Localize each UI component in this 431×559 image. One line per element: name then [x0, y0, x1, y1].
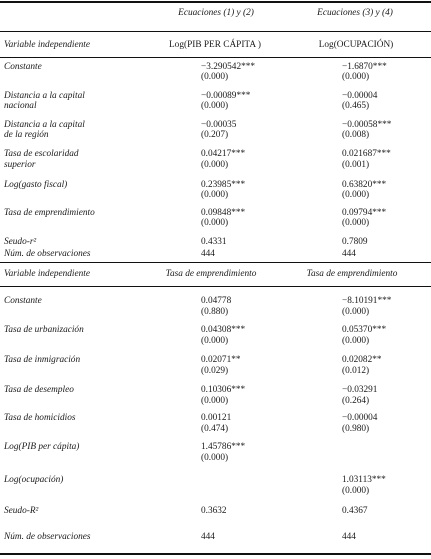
- p-value: (0.000): [201, 336, 229, 346]
- p-value: (0.000): [201, 101, 229, 111]
- coefficient-value: −0.00004: [342, 91, 378, 101]
- p-value: (0.000): [342, 336, 370, 346]
- coefficient-value: 0.04778: [201, 296, 232, 306]
- p-value: (0.029): [201, 366, 229, 376]
- p-value: (0.008): [342, 130, 370, 140]
- p-value: (0.000): [342, 72, 370, 82]
- col2-dependent-header: Tasa de emprendimiento: [306, 269, 398, 279]
- row-label: Tasa de urbanización: [4, 325, 84, 335]
- row-label: Tasa de escolaridad: [4, 149, 79, 159]
- coefficient-value: −0.00089***: [201, 91, 251, 101]
- observations-value: 444: [201, 532, 215, 542]
- pseudo-r2-value: 0.4331: [201, 237, 227, 247]
- p-value: (0.000): [342, 190, 370, 200]
- coefficient-value: 0.02071**: [201, 355, 241, 365]
- header-rule: [0, 31, 431, 32]
- coefficient-value: −8.10191***: [342, 296, 392, 306]
- coefficient-value: 0.04217***: [201, 149, 246, 159]
- subheader-rule: [0, 57, 431, 58]
- observations-value: 444: [342, 249, 356, 259]
- p-value: (0.264): [342, 396, 370, 406]
- p-value: (0.001): [342, 160, 370, 170]
- row-label-cont: superior: [4, 160, 36, 170]
- p-value: (0.000): [342, 307, 370, 317]
- section-divider: [0, 262, 431, 263]
- p-value: (0.000): [342, 486, 370, 496]
- coefficient-value: 0.021687***: [342, 149, 391, 159]
- pseudo-r2-label: Seudo-r²: [4, 237, 37, 247]
- coefficient-value: 1.45786***: [201, 442, 246, 452]
- row-label: Log(ocupación): [4, 475, 64, 485]
- coefficient-value: 0.04308***: [201, 325, 246, 335]
- table-bottom-rule: [0, 553, 431, 555]
- row-label: Constante: [4, 296, 42, 306]
- pseudo-r2-value: 0.4367: [342, 506, 368, 516]
- observations-label: Núm. de observaciones: [4, 249, 91, 259]
- coefficient-value: 0.63820***: [342, 180, 387, 190]
- col1-equations-header: Ecuaciones (1) y (2): [178, 8, 254, 18]
- coefficient-value: −0.00058***: [342, 120, 392, 130]
- row-label: Tasa de emprendimiento: [4, 208, 95, 218]
- coefficient-value: −1.6870***: [342, 62, 387, 72]
- row-label-cont: nacional: [4, 101, 37, 111]
- row-label: Tasa de homicidios: [4, 413, 76, 423]
- p-value: (0.474): [201, 424, 229, 434]
- p-value: (0.000): [201, 72, 229, 82]
- coefficient-value: 0.10306***: [201, 385, 246, 395]
- observations-value: 444: [342, 532, 356, 542]
- coefficient-value: −0.00004: [342, 413, 378, 423]
- row-label: Constante: [4, 62, 42, 72]
- row-label: Log(gasto fiscal): [4, 180, 68, 190]
- p-value: (0.000): [201, 453, 229, 463]
- coefficient-value: 0.02082**: [342, 355, 382, 365]
- p-value: (0.207): [201, 130, 229, 140]
- observations-label: Núm. de observaciones: [4, 532, 91, 542]
- table-top-rule: [0, 1, 431, 3]
- coefficient-value: 0.23985***: [201, 180, 246, 190]
- coefficient-value: −0.00035: [201, 120, 237, 130]
- row-label-cont: de la región: [4, 130, 49, 140]
- p-value: (0.465): [342, 101, 370, 111]
- row-label: Log(PIB per cápita): [4, 442, 80, 452]
- col1-dependent-header: Tasa de emprendimiento: [165, 269, 257, 279]
- row-label: Distancia a la capital: [4, 120, 85, 130]
- subheader-rule: [0, 286, 431, 287]
- observations-value: 444: [201, 249, 215, 259]
- row-label: Tasa de inmigración: [4, 355, 81, 365]
- coefficient-value: −3.290542***: [201, 62, 256, 72]
- p-value: (0.880): [201, 307, 229, 317]
- p-value: (0.012): [342, 366, 370, 376]
- variable-column-header: Variable independiente: [4, 40, 90, 50]
- p-value: (0.000): [201, 190, 229, 200]
- pseudo-r2-label: Seudo-R²: [4, 506, 39, 516]
- coefficient-value: 1.03113***: [342, 475, 386, 485]
- p-value: (0.000): [342, 218, 370, 228]
- p-value: (0.000): [201, 396, 229, 406]
- coefficient-value: 0.00121: [201, 413, 232, 423]
- p-value: (0.000): [201, 218, 229, 228]
- coefficient-value: −0.03291: [342, 385, 378, 395]
- row-label: Tasa de desempleo: [4, 385, 74, 395]
- col2-dependent-header: Log(OCUPACIÓN): [318, 40, 394, 50]
- coefficient-value: 0.09794***: [342, 208, 387, 218]
- p-value: (0.980): [342, 424, 370, 434]
- p-value: (0.000): [201, 160, 229, 170]
- pseudo-r2-value: 0.7809: [342, 237, 368, 247]
- col2-equations-header: Ecuaciones (3) y (4): [317, 8, 393, 18]
- coefficient-value: 0.09848***: [201, 208, 246, 218]
- coefficient-value: 0.05370***: [342, 325, 387, 335]
- pseudo-r2-value: 0.3632: [201, 506, 227, 516]
- variable-column-header: Variable independiente: [4, 269, 90, 279]
- col1-dependent-header: Log(PIB PER CÁPITA ): [169, 40, 261, 50]
- row-label: Distancia a la capital: [4, 91, 85, 101]
